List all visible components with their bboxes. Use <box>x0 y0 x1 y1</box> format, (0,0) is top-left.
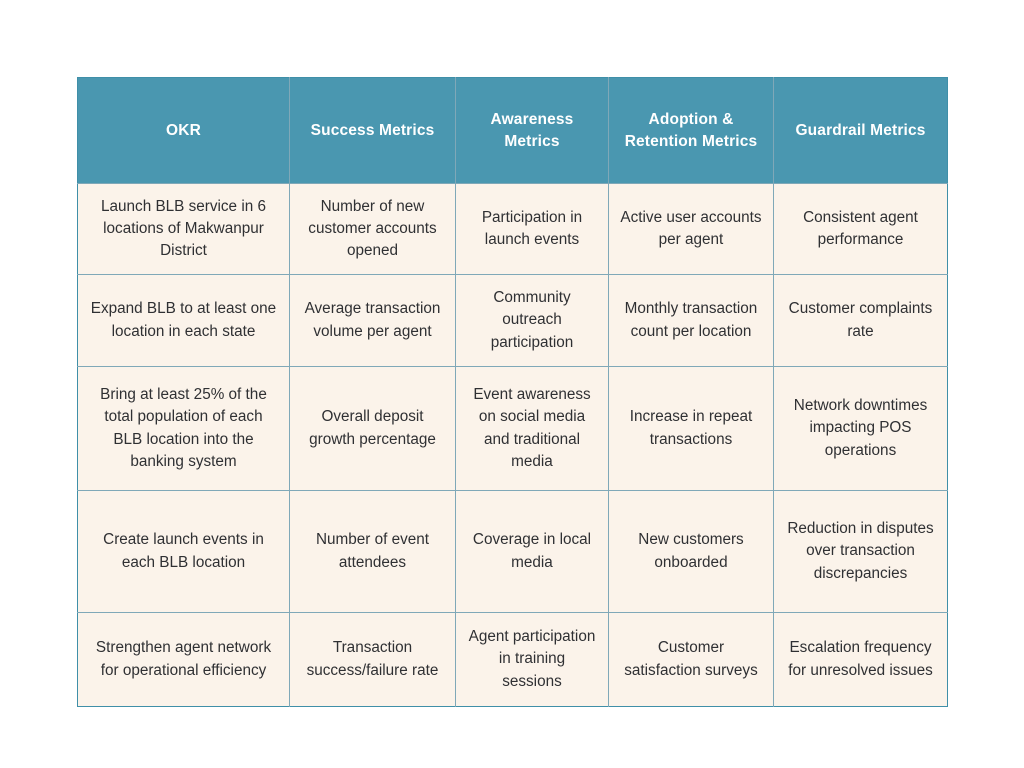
table-row <box>78 491 948 613</box>
table-row <box>78 184 948 275</box>
column-header-success-metrics: Success Metrics <box>290 78 456 184</box>
table-header <box>78 78 948 184</box>
okr-metrics-table-container <box>77 77 947 706</box>
table-header-row <box>78 78 948 184</box>
cell-awareness-metrics: Community outreach participation <box>456 275 609 367</box>
cell-guardrail-metrics: Escalation frequency for unresolved issues <box>774 613 948 707</box>
cell-okr: Launch BLB service in 6 locations of Makwanpur District <box>78 184 290 275</box>
cell-guardrail-metrics: Customer complaints rate <box>774 275 948 367</box>
column-header-awareness-metrics: Awareness Metrics <box>456 78 609 184</box>
cell-adoption-retention-metrics: Active user accounts per agent <box>609 184 774 275</box>
okr-metrics-table <box>77 77 948 707</box>
cell-success-metrics: Overall deposit growth percentage <box>290 367 456 491</box>
cell-awareness-metrics: Participation in launch events <box>456 184 609 275</box>
table-row <box>78 275 948 367</box>
column-header-adoption-retention-metrics: Adoption & Retention Metrics <box>609 78 774 184</box>
cell-adoption-retention-metrics: Monthly transaction count per location <box>609 275 774 367</box>
cell-awareness-metrics: Event awareness on social media and traditional media <box>456 367 609 491</box>
cell-success-metrics: Number of new customer accounts opened <box>290 184 456 275</box>
table-row <box>78 613 948 707</box>
cell-adoption-retention-metrics: New customers onboarded <box>609 491 774 613</box>
cell-success-metrics: Number of event attendees <box>290 491 456 613</box>
cell-adoption-retention-metrics: Increase in repeat transactions <box>609 367 774 491</box>
cell-okr: Strengthen agent network for operational efficiency <box>78 613 290 707</box>
cell-guardrail-metrics: Consistent agent performance <box>774 184 948 275</box>
table-row <box>78 367 948 491</box>
cell-okr: Expand BLB to at least one location in each state <box>78 275 290 367</box>
cell-adoption-retention-metrics: Customer satisfaction surveys <box>609 613 774 707</box>
cell-okr: Bring at least 25% of the total population of each BLB location into the banking system <box>78 367 290 491</box>
cell-guardrail-metrics: Reduction in disputes over transaction discrepancies <box>774 491 948 613</box>
table-body <box>78 184 948 707</box>
cell-awareness-metrics: Agent participation in training sessions <box>456 613 609 707</box>
cell-guardrail-metrics: Network downtimes impacting POS operations <box>774 367 948 491</box>
column-header-guardrail-metrics: Guardrail Metrics <box>774 78 948 184</box>
cell-awareness-metrics: Coverage in local media <box>456 491 609 613</box>
column-header-okr: OKR <box>78 78 290 184</box>
cell-okr: Create launch events in each BLB location <box>78 491 290 613</box>
cell-success-metrics: Transaction success/failure rate <box>290 613 456 707</box>
cell-success-metrics: Average transaction volume per agent <box>290 275 456 367</box>
